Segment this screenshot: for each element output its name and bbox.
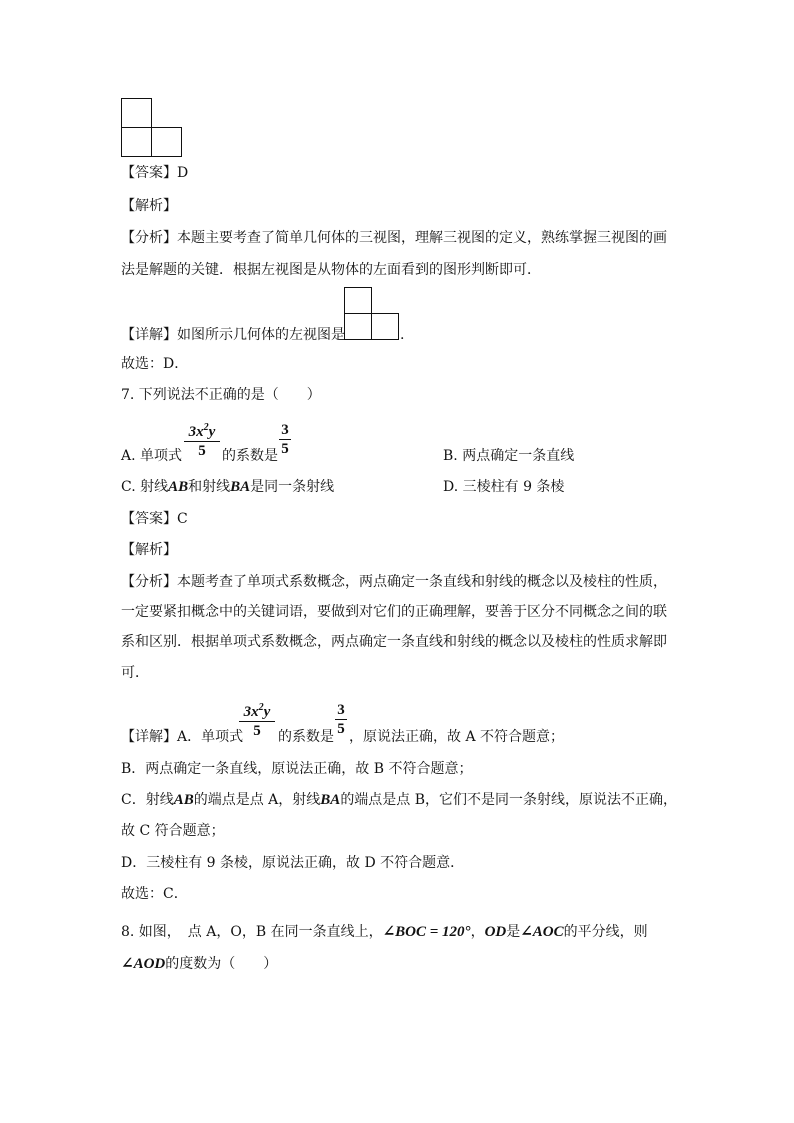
q7-option-c-label: C. 射线 [121, 479, 169, 495]
q7-fenxi-line4: 可． [121, 665, 149, 681]
q7-option-a-label: A. 单项式 [121, 448, 183, 464]
figure-cell [121, 98, 152, 128]
figure-cell [344, 287, 372, 314]
figure-cell [151, 127, 182, 157]
coefficient-fraction [279, 422, 291, 457]
q7-detail-c2: 故 C 符合题意； [121, 823, 225, 839]
ray-ba: BA [230, 479, 251, 495]
q7-option-c-mid: 和射线 [188, 479, 231, 495]
q7-option-a-mid: 的系数是 [222, 448, 278, 464]
q7-detail-d: D．三棱柱有 9 条棱，原说法正确，故 D 不符合题意． [121, 855, 465, 871]
ray-ab-detail: AB [173, 792, 194, 808]
ray-od: OD [484, 924, 507, 940]
ray-ab: AB [168, 479, 189, 495]
q6-analysis-label: 【解析】 [121, 198, 177, 214]
q7-detail-a-mid: 的系数是 [278, 729, 334, 745]
frac-num: 3x [188, 424, 204, 440]
figure-cell [121, 127, 152, 157]
monomial-fraction-detail: $3x^2y$ 5 [239, 700, 275, 739]
q7-fenxi-line2: 一定要紧扣概念中的关键词语，要做到对它们的正确理解，要善于区分不同概念之间的联 [121, 604, 667, 620]
q7-option-d: D. 三棱柱有 9 条棱 [443, 479, 565, 495]
q7-fenxi-line1: 【分析】本题考查了单项式系数概念，两点确定一条直线和射线的概念以及棱柱的性质， [121, 574, 667, 590]
monomial-fraction [184, 420, 220, 459]
q7-option-a [121, 447, 182, 465]
q6-detail-text: 【详解】如图所示几何体的左视图是 [121, 327, 345, 343]
q7-option-c [121, 478, 334, 496]
angle-aoc: ∠AOC [520, 924, 564, 940]
q7-answer: 【答案】C [121, 511, 188, 527]
q7-option-b: B. 两点确定一条直线 [443, 448, 575, 464]
q7-stem: 7. 下列说法不正确的是（ ） [121, 387, 321, 403]
angle-boc: ∠BOC = 120° [382, 924, 471, 940]
q8-stem: 8. 如图， 点 A，O，B 在同一条直线上，∠BOC = 120°，OD是∠AOC的平分线，则 [121, 924, 648, 940]
q7-detail-a: 【详解】A．单项式 [121, 729, 244, 745]
q7-fenxi-line3: 系和区别．根据单项式系数概念，两点确定一条直线和射线的概念以及棱柱的性质求解即 [121, 634, 667, 650]
q6-fenxi-line1: 【分析】本题主要考查了简单几何体的三视图，理解三视图的定义，熟练掌握三视图的画 [121, 230, 667, 246]
q7-detail-a-post: ，原说法正确，故 A 不符合题意； [349, 729, 565, 745]
coef-den: 5 [281, 441, 289, 457]
coefficient-fraction-detail: 3 5 [335, 702, 347, 737]
q7-choose: 故选：C． [121, 886, 188, 902]
q8-stem-line2: ∠AOD的度数为（ ） [121, 956, 278, 972]
figure-cell [344, 313, 372, 340]
figure-cell [371, 313, 399, 340]
q6-detail-period: . [400, 327, 405, 343]
q6-answer: 【答案】D [121, 165, 189, 181]
q7-detail-c: C．射线AB的端点是点 A，射线BA的端点是点 B，它们不是同一条射线，原说法不正确， [121, 792, 678, 808]
q7-detail-b: B．两点确定一条直线，原说法正确，故 B 不符合题意； [121, 761, 473, 777]
q7-analysis-label: 【解析】 [121, 542, 177, 558]
angle-aod: ∠AOD [121, 956, 166, 972]
ray-ba-detail: BA [320, 792, 341, 808]
frac-y: y [208, 424, 216, 440]
frac-den: 5 [198, 443, 206, 459]
frac-sup: 2 [203, 422, 209, 433]
q6-fenxi-line2: 法是解题的关键．根据左视图是从物体的左面看到的图形判断即可． [121, 262, 541, 278]
coef-num: 3 [281, 422, 289, 438]
q7-option-c-post: 是同一条射线 [250, 479, 335, 495]
q6-choose: 故选：D． [121, 356, 189, 372]
